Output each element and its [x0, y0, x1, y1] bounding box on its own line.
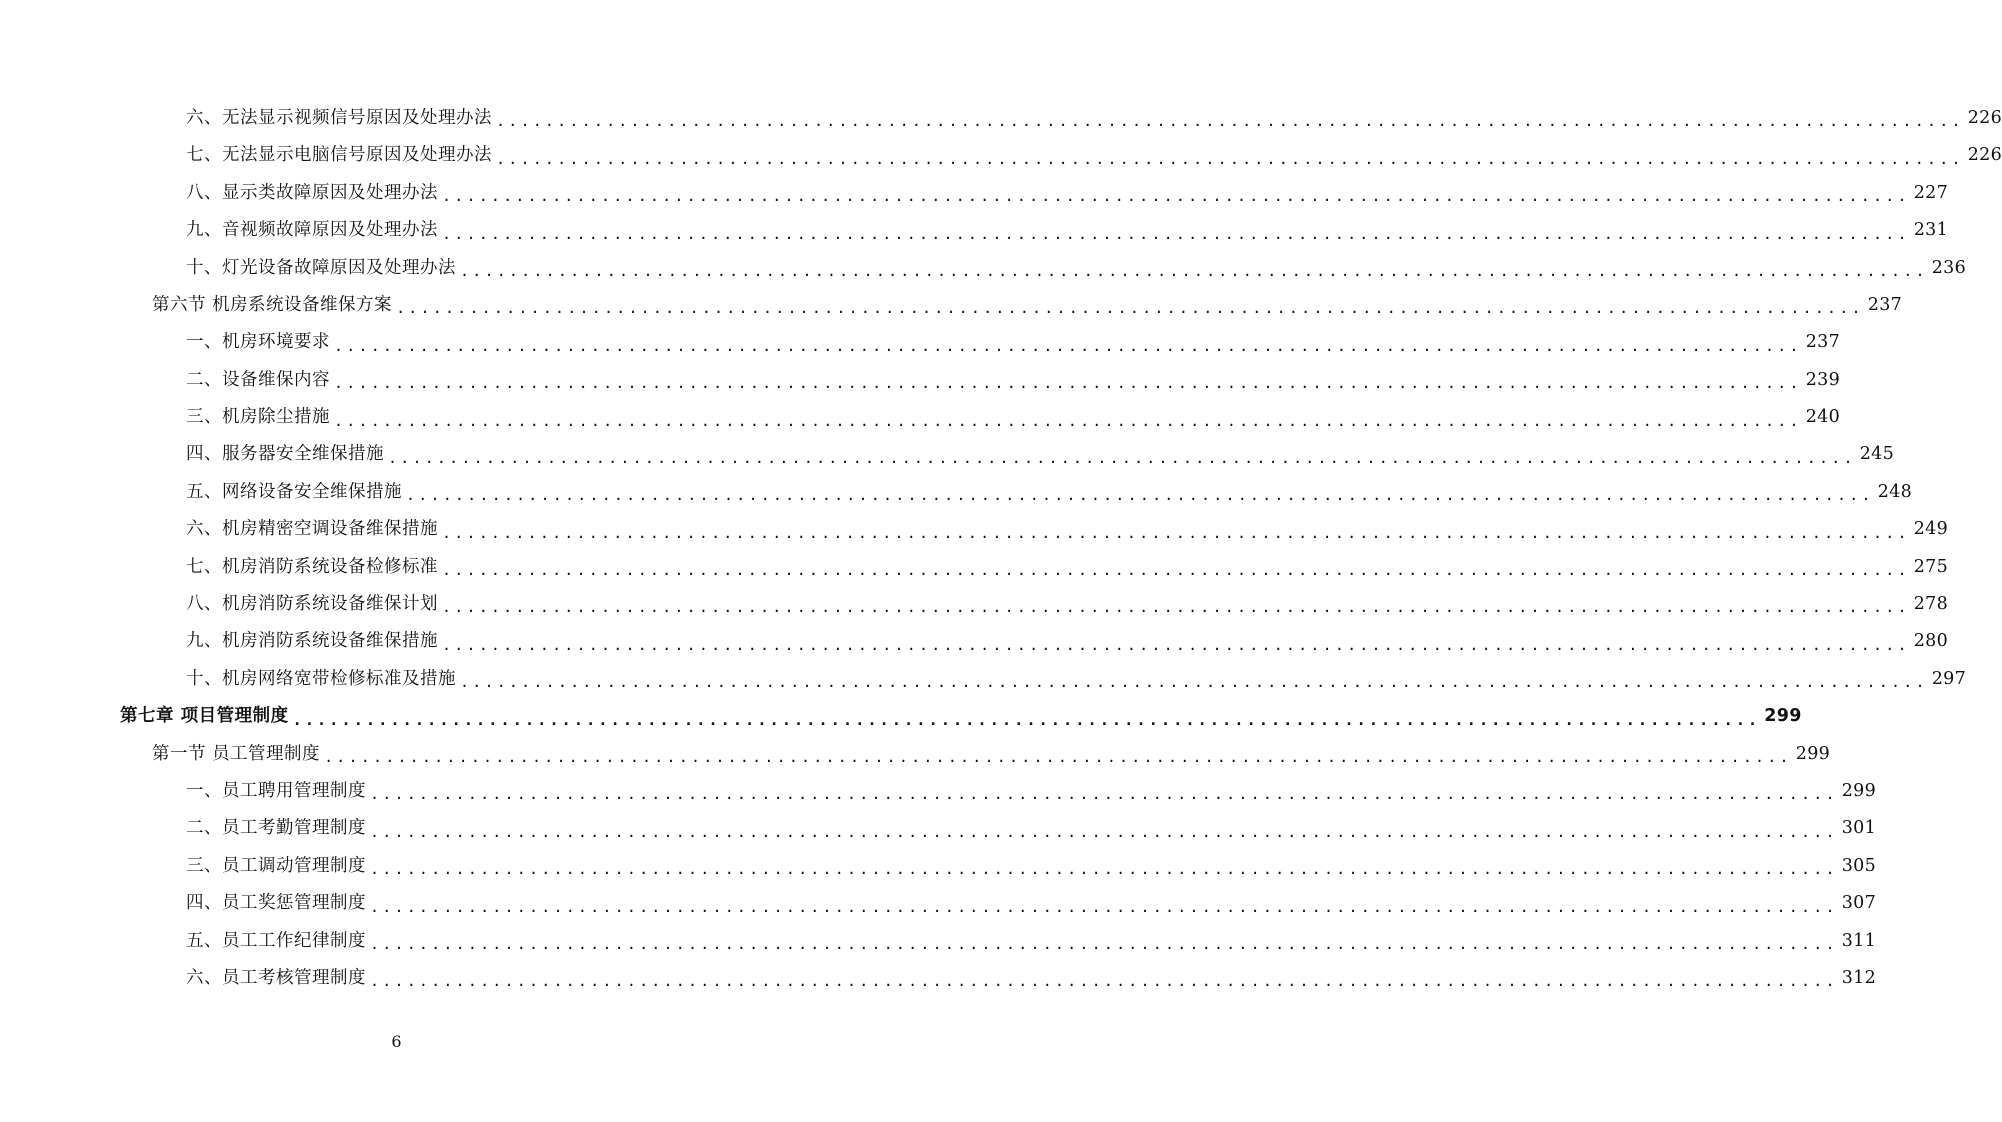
toc-entry[interactable] — [0, 661, 1967, 698]
toc-entry-page: 237 — [1867, 294, 1903, 315]
toc-dot-leader: ........................................................................................................................ — [396, 299, 1864, 318]
toc-entry-title: 四、服务器安全维保措施 — [186, 444, 384, 465]
toc-entry-title: 一、机房环境要求 — [186, 332, 330, 353]
toc-entry[interactable] — [0, 137, 2002, 174]
toc-dot-leader: ........................................................................................................................ — [370, 860, 1838, 879]
toc-entry-page: 307 — [1841, 893, 1877, 914]
toc-entry[interactable] — [0, 250, 1967, 287]
toc-entry-page: 275 — [1913, 556, 1949, 577]
table-of-contents — [0, 100, 2002, 997]
toc-dot-leader: ........................................................................................................................ — [442, 187, 1910, 206]
toc-entry-page: 239 — [1805, 369, 1841, 390]
toc-dot-leader: ........................................................................................................................ — [388, 448, 1856, 467]
toc-entry-page: 311 — [1841, 930, 1877, 951]
toc-entry-title: 第七章 项目管理制度 — [120, 706, 289, 727]
toc-entry-title: 第六节 机房系统设备维保方案 — [152, 294, 393, 315]
toc-dot-leader: ........................................................................................................................ — [442, 635, 1910, 654]
toc-entry[interactable] — [0, 698, 1802, 735]
toc-entry-title: 六、机房精密空调设备维保措施 — [186, 519, 438, 540]
toc-entry-title: 三、机房除尘措施 — [186, 407, 330, 428]
toc-entry-title: 九、机房消防系统设备维保措施 — [186, 631, 438, 652]
toc-entry-title: 九、音视频故障原因及处理办法 — [186, 220, 438, 241]
toc-entry-page: 227 — [1913, 182, 1949, 203]
toc-dot-leader: ........................................................................................................................ — [442, 523, 1910, 542]
toc-entry-title: 七、机房消防系统设备检修标准 — [186, 556, 438, 577]
toc-entry[interactable] — [0, 437, 1895, 474]
toc-entry[interactable] — [0, 511, 1949, 548]
toc-dot-leader: ........................................................................................................................ — [324, 748, 1792, 767]
toc-entry[interactable] — [0, 287, 1903, 324]
toc-dot-leader: ........................................................................................................................ — [334, 336, 1802, 355]
toc-dot-leader: ........................................................................................................................ — [460, 673, 1928, 692]
toc-entry-title: 一、员工聘用管理制度 — [186, 780, 366, 801]
toc-entry[interactable] — [0, 885, 1877, 922]
toc-dot-leader: ........................................................................................................................ — [442, 224, 1910, 243]
toc-entry-page: 301 — [1841, 818, 1877, 839]
toc-entry-title: 六、员工考核管理制度 — [186, 967, 366, 988]
toc-entry[interactable] — [0, 212, 1949, 249]
toc-dot-leader: ........................................................................................................................ — [334, 374, 1802, 393]
toc-entry-page: 245 — [1859, 444, 1895, 465]
toc-dot-leader: ........................................................................................................................ — [370, 822, 1838, 841]
toc-dot-leader: ........................................................................................................................ — [292, 710, 1761, 729]
toc-entry-page: 226 — [1967, 107, 2002, 128]
toc-entry-title: 二、员工考勤管理制度 — [186, 818, 366, 839]
toc-entry-page: 299 — [1841, 780, 1877, 801]
toc-entry[interactable] — [0, 736, 1831, 773]
toc-dot-leader: ........................................................................................................................ — [370, 972, 1838, 991]
toc-dot-leader: ........................................................................................................................ — [442, 598, 1910, 617]
toc-entry-title: 十、机房网络宽带检修标准及措施 — [186, 668, 456, 689]
toc-entry-title: 五、员工工作纪律制度 — [186, 930, 366, 951]
toc-entry-title: 五、网络设备安全维保措施 — [186, 481, 402, 502]
toc-dot-leader: ........................................................................................................................ — [370, 785, 1838, 804]
toc-entry-page: 231 — [1913, 220, 1949, 241]
toc-entry[interactable] — [0, 923, 1877, 960]
toc-entry[interactable] — [0, 324, 1841, 361]
toc-entry-title: 八、机房消防系统设备维保计划 — [186, 594, 438, 615]
toc-entry-page: 299 — [1764, 706, 1802, 727]
toc-entry-page: 240 — [1805, 407, 1841, 428]
toc-entry-page: 312 — [1841, 967, 1877, 988]
toc-entry-page: 280 — [1913, 631, 1949, 652]
toc-entry-title: 七、无法显示电脑信号原因及处理办法 — [186, 145, 492, 166]
toc-entry-page: 278 — [1913, 594, 1949, 615]
toc-entry[interactable] — [0, 100, 2002, 137]
toc-dot-leader: ........................................................................................................................ — [334, 411, 1802, 430]
toc-entry[interactable] — [0, 623, 1949, 660]
toc-entry-page: 249 — [1913, 519, 1949, 540]
toc-entry[interactable] — [0, 175, 1949, 212]
toc-dot-leader: ........................................................................................................................ — [460, 261, 1928, 280]
toc-dot-leader: ........................................................................................................................ — [370, 897, 1838, 916]
toc-entry[interactable] — [0, 549, 1949, 586]
toc-entry-page: 226 — [1967, 145, 2002, 166]
toc-entry-page: 305 — [1841, 855, 1877, 876]
toc-entry[interactable] — [0, 960, 1877, 997]
toc-dot-leader: ........................................................................................................................ — [496, 112, 1964, 131]
page-number: 6 — [391, 1032, 402, 1051]
toc-entry[interactable] — [0, 586, 1949, 623]
toc-entry-page: 297 — [1931, 668, 1967, 689]
toc-entry-title: 二、设备维保内容 — [186, 369, 330, 390]
toc-entry-page: 237 — [1805, 332, 1841, 353]
toc-dot-leader: ........................................................................................................................ — [370, 934, 1838, 953]
toc-entry-page: 248 — [1877, 481, 1913, 502]
toc-entry-title: 三、员工调动管理制度 — [186, 855, 366, 876]
toc-entry-page: 299 — [1795, 743, 1831, 764]
toc-dot-leader: ........................................................................................................................ — [442, 561, 1910, 580]
toc-entry-title: 十、灯光设备故障原因及处理办法 — [186, 257, 456, 278]
toc-entry-title: 四、员工奖惩管理制度 — [186, 893, 366, 914]
toc-entry[interactable] — [0, 773, 1877, 810]
toc-entry-title: 第一节 员工管理制度 — [152, 743, 321, 764]
toc-entry[interactable] — [0, 810, 1877, 847]
toc-entry[interactable] — [0, 474, 1913, 511]
toc-entry-title: 八、显示类故障原因及处理办法 — [186, 182, 438, 203]
toc-dot-leader: ........................................................................................................................ — [406, 486, 1874, 505]
toc-entry[interactable] — [0, 362, 1841, 399]
toc-dot-leader: ........................................................................................................................ — [496, 149, 1964, 168]
toc-entry[interactable] — [0, 399, 1841, 436]
toc-entry-title: 六、无法显示视频信号原因及处理办法 — [186, 107, 492, 128]
toc-entry-page: 236 — [1931, 257, 1967, 278]
toc-entry[interactable] — [0, 848, 1877, 885]
